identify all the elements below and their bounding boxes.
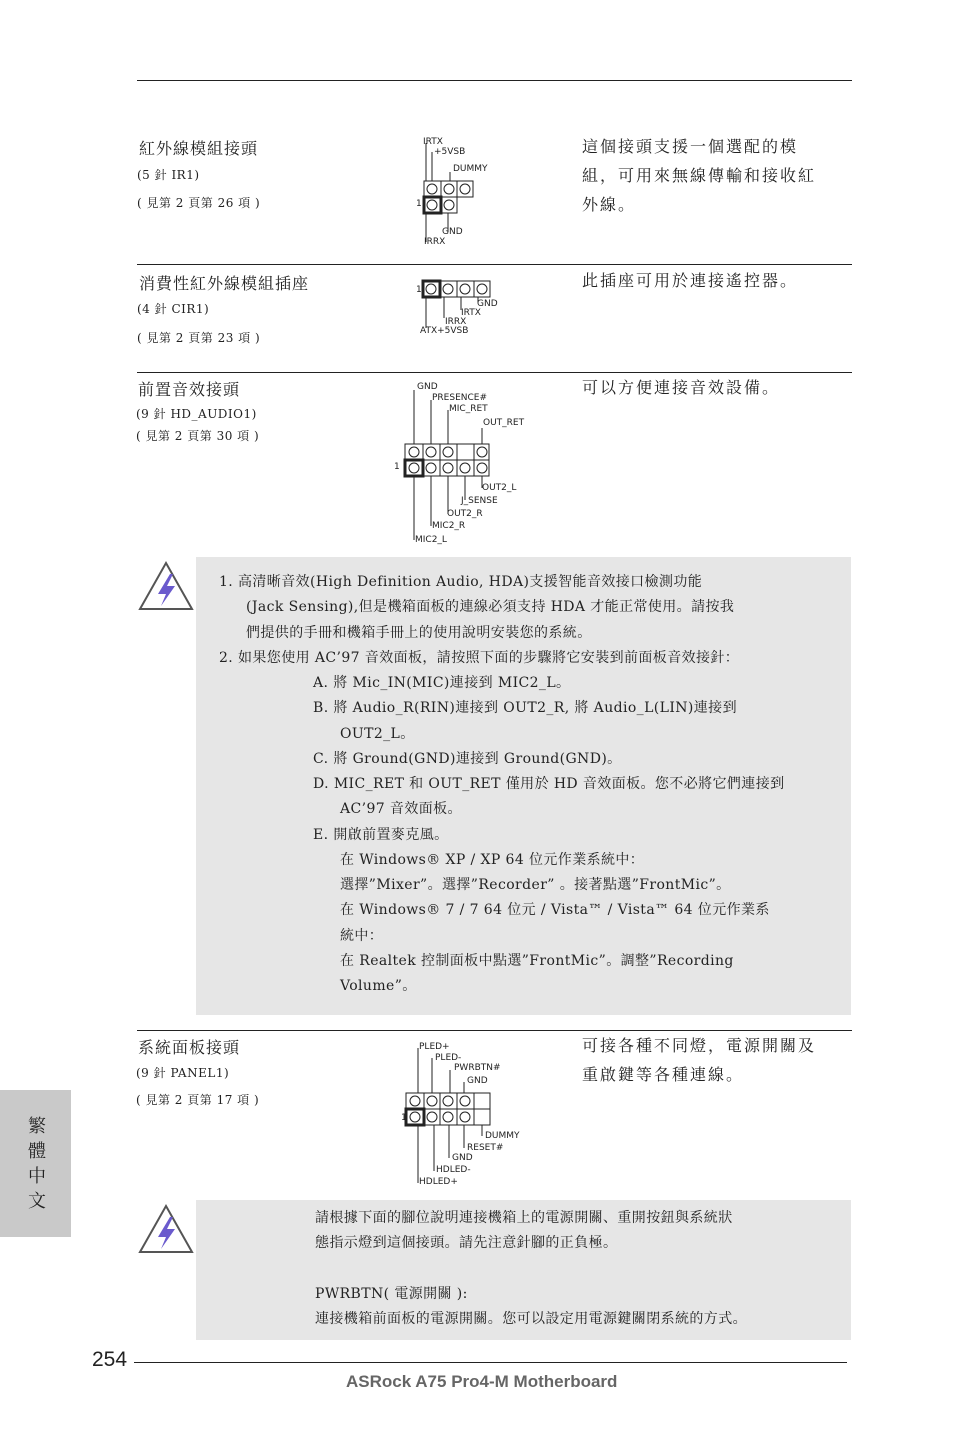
pin-label: 1 — [394, 462, 400, 472]
pin-label: IRTX — [423, 137, 443, 147]
warning-icon — [137, 1203, 195, 1255]
note-line: B. 將 Audio_R(RIN)連接到 OUT2_R, 將 Audio_L(LIN)連接到 — [313, 700, 737, 716]
pin-label: +5VSB — [434, 147, 466, 157]
note-line: 統中： — [340, 928, 384, 944]
pin-label: PLED- — [435, 1053, 462, 1063]
note-line: 請根據下面的腳位說明連接機箱上的電源開關、重開按鈕與系統狀 — [315, 1210, 733, 1226]
pin-label: IRRX — [424, 237, 446, 247]
note-line: PWRBTN( 電源開關 ): — [315, 1286, 468, 1302]
note-line: 態指示燈到這個接頭。請先注意針腳的正負極。 — [315, 1235, 618, 1251]
pin-label: IRTX — [461, 308, 481, 318]
pin-label: 1 — [401, 1113, 407, 1123]
pin-label: GND — [477, 299, 498, 309]
warning-icon — [137, 560, 195, 612]
note-line: E. 開啟前置麥克風。 — [313, 827, 449, 843]
pin-label: GND — [442, 227, 463, 237]
section-ref-audio: ( 見第 2 頁第 30 項 ) — [136, 429, 260, 443]
note-line: 們提供的手冊和機箱手冊上的使用說明安裝您的系統。 — [246, 625, 592, 641]
note-line: A. 將 Mic_IN(MIC)連接到 MIC2_L。 — [313, 675, 571, 691]
pin-label: ATX+5VSB — [420, 326, 469, 336]
pin-label: GND — [452, 1153, 473, 1163]
note-line: 選擇”Mixer”。選擇”Recorder” 。接著點選”FrontMic”。 — [340, 877, 731, 893]
pin-label: IRRX — [445, 317, 467, 327]
side-tab-char: 繁 — [28, 1116, 46, 1137]
section-pins-cir: (4 針 CIR1) — [137, 302, 210, 316]
section-ref-ir: ( 見第 2 頁第 26 項 ) — [137, 196, 261, 210]
section-ref-cir: ( 見第 2 頁第 23 項 ) — [137, 331, 261, 345]
language-side-tab — [0, 1090, 71, 1237]
side-tab-char: 中 — [28, 1166, 46, 1187]
section-desc-ir: 這個接頭支援一個選配的模 組，可用來無線傳輸和接收紅 外線。 — [582, 137, 817, 214]
pin-label: RESET# — [467, 1143, 504, 1153]
note-line: 2. 如果您使用 AC’97 音效面板，請按照下面的步驟將它安裝到前面板音效接針： — [219, 650, 740, 666]
pin-label: PRESENCE# — [432, 393, 488, 403]
note-line: AC’97 音效面板。 — [340, 801, 462, 817]
section-ref-panel: ( 見第 2 頁第 17 項 ) — [136, 1093, 260, 1107]
note-line: 在 Windows® XP / XP 64 位元作業系統中： — [340, 852, 645, 868]
section-desc-panel: 可接各種不同燈，電源開關及 重啟鍵等各種連線。 — [582, 1036, 817, 1084]
pin-label: OUT_RET — [483, 418, 525, 428]
pin-label: PWRBTN# — [454, 1063, 501, 1073]
pin-label: GND — [467, 1076, 488, 1086]
top-rule — [137, 80, 852, 81]
note-line: 連接機箱前面板的電源開關。您可以設定用電源鍵關閉系統的方式。 — [315, 1311, 747, 1327]
pin-label: 1 — [416, 199, 422, 209]
pin-label: HDLED- — [436, 1165, 471, 1175]
footer-title: ASRock A75 Pro4-M Motherboard — [346, 1372, 618, 1391]
section-pins-ir: (5 針 IR1) — [137, 168, 200, 182]
note-line: C. 將 Ground(GND)連接到 Ground(GND)。 — [313, 751, 622, 767]
note-line: 1. 高清晰音效(High Definition Audio, HDA)支援智能音效接口檢測功能 — [219, 574, 703, 590]
pin-label: J_SENSE — [461, 496, 498, 506]
pin-label: MIC2_L — [415, 535, 447, 545]
section-desc-audio: 可以方便連接音效設備。 — [582, 378, 781, 397]
side-tab-char: 文 — [28, 1191, 46, 1212]
section-title-panel: 系統面板接頭 — [138, 1038, 241, 1057]
section-pins-panel: (9 針 PANEL1) — [136, 1066, 230, 1080]
pin-label: HDLED+ — [419, 1177, 458, 1187]
pin-label: GND — [417, 382, 438, 392]
pin-label: DUMMY — [453, 164, 488, 174]
note-line: Volume”。 — [340, 978, 417, 994]
side-tab-char: 體 — [28, 1141, 46, 1162]
pin-label: OUT2_L — [482, 483, 517, 493]
section-desc-cir: 此插座可用於連接遙控器。 — [582, 271, 799, 290]
pin-label: MIC_RET — [449, 404, 488, 414]
page-number: 254 — [92, 1348, 128, 1371]
note-line: 在 Windows® 7 / 7 64 位元 / Vista™ / Vista™ 64 位元作業系 — [340, 902, 770, 918]
section-pins-audio: (9 針 HD_AUDIO1) — [136, 407, 257, 421]
pin-label: OUT2_R — [447, 509, 483, 519]
note-line: 在 Realtek 控制面板中點選”FrontMic”。調整”Recording — [340, 953, 734, 969]
footer-rule — [134, 1362, 847, 1363]
note-line: (Jack Sensing),但是機箱面板的連線必須支持 HDA 才能正常使用。請按我 — [246, 599, 735, 615]
note-line: D. MIC_RET 和 OUT_RET 僅用於 HD 音效面板。您不必將它們連接到 — [313, 776, 785, 792]
pin-label: MIC2_R — [432, 521, 466, 531]
pin-label: PLED+ — [419, 1042, 450, 1052]
pin-label: 1 — [416, 285, 422, 295]
section-rule — [137, 264, 852, 265]
section-title-audio: 前置音效接頭 — [138, 380, 241, 399]
pin-label: DUMMY — [485, 1131, 520, 1141]
note-line: OUT2_L。 — [340, 726, 415, 742]
section-title-cir: 消費性紅外線模組插座 — [139, 274, 310, 293]
section-title-ir: 紅外線模組接頭 — [139, 139, 259, 158]
